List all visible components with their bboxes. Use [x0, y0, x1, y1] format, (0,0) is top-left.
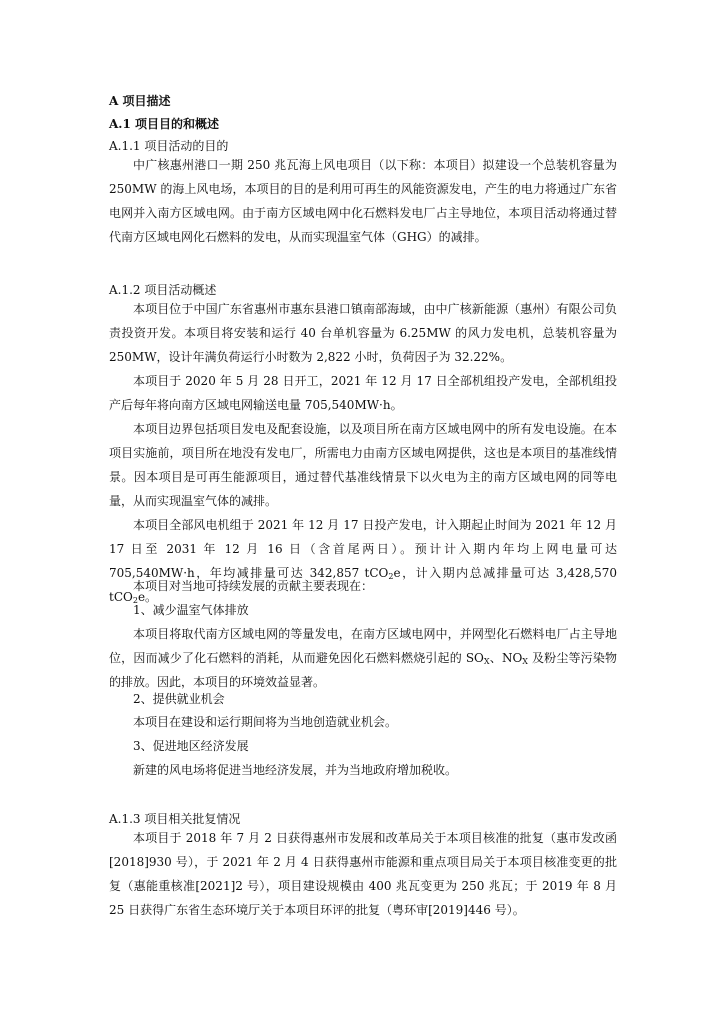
item1-text-1: 本项目将取代南方区域电网的等量发电，在南方区域电网中，并网型化石燃料电厂占主导地位，因而减少了化石燃料的消耗，从而避免因化石燃料燃烧引起的 SO: [109, 627, 617, 665]
list-item-1-title: 1、减少温室气体排放: [133, 603, 249, 617]
paragraph-a12-boundary: 本项目边界包括项目发电及配套设施，以及项目所在南方区域电网中的所有发电设施。在本项目实施前，项目所在地没有发电厂，所需电力由南方区域电网提供，这也是本项目的基准线情景。因本项目是可再生能源项目，通过替代基准线情景下以火电为主的南方区域电网的同等电量，从而实现温室气体的减排。: [109, 422, 617, 508]
paragraph-contribution-intro: 本项目对当地可持续发展的贡献主要表现在：: [133, 579, 374, 593]
section-title: A 项目描述: [109, 94, 171, 108]
crediting-text-3: e。: [137, 590, 158, 604]
heading-a1: A.1 项目目的和概述: [109, 117, 220, 131]
heading-a12: A.1.2 项目活动概述: [109, 283, 217, 297]
x-subscript: X: [483, 657, 490, 666]
crediting-text-2: e，计入期内总减排量可达 3,428,570 tCO: [109, 566, 617, 604]
paragraph-a11: 中广核惠州港口一期 250 兆瓦海上风电项目（以下称：本项目）拟建设一个总装机容量为 250MW 的海上风电场，本项目的目的是利用可再生的风能资源发电，产生的电力将通过广东省电网并入南方区域电网。由于南方区域电网中化石燃料发电厂占主导地位，本项目活动将通过替代南方区域电网化石燃料的发电，从而实现温室气体（GHG）的减排。: [109, 158, 617, 244]
co2-subscript: 2: [132, 596, 138, 605]
list-item-2-text: 本项目在建设和运行期间将为当地创造就业机会。: [133, 715, 398, 729]
list-item-3-title: 3、促进地区经济发展: [133, 739, 249, 753]
paragraph-a12-location: 本项目位于中国广东省惠州市惠东县港口镇南部海域，由中广核新能源（惠州）有限公司负责投资开发。本项目将安装和运行 40 台单机容量为 6.25MW 的风力发电机，总装机容量为 250MW，设计年满负荷运行小时数为 2,822 小时，负荷因子为 32.22%。: [109, 302, 617, 364]
heading-a13: A.1.3 项目相关批复情况: [109, 812, 241, 826]
list-item-1-text: [109, 622, 617, 694]
crediting-text-1: 本项目全部风电机组于 2021 年 12 月 17 日投产发电，计入期起止时间为 2021 年 12 月 17 日至 2031 年 12 月 16 日（含首尾两日）。预计计入期内年均上网电量可达 705,540MW·h，年均减排量可达 342,857 tCO: [109, 518, 617, 580]
item1-text-2: 、NO: [489, 651, 523, 665]
paragraph-a13: 本项目于 2018 年 7 月 2 日获得惠州市发展和改革局关于本项目核准的批复（惠市发改函[2018]930 号），于 2021 年 2 月 4 日获得惠州市能源和重点项目局关于本项目核准变更的批复（惠能重核准[2021]2 号），项目建设规模由 400 兆瓦变更为 250 兆瓦；于 2019 年 8 月 25 日获得广东省生态环境厅关于本项目环评的批复（粤环审[2019]446 号）。: [109, 831, 617, 917]
x-subscript: X: [522, 657, 528, 666]
paragraph-a12-schedule: 本项目于 2020 年 5 月 28 日开工，2021 年 12 月 17 日全部机组投产发电，全部机组投产后每年将向南方区域电网输送电量 705,540MW·h。: [109, 374, 617, 412]
co2-subscript: 2: [388, 572, 394, 581]
list-item-3-text: 新建的风电场将促进当地经济发展，并为当地政府增加税收。: [133, 763, 458, 777]
heading-a11: A.1.1 项目活动的目的: [109, 139, 229, 153]
list-item-2-title: 2、提供就业机会: [133, 692, 225, 706]
item1-text-3: 及粉尘等污染物的排放。因此，本项目的环境效益显著。: [109, 651, 617, 689]
